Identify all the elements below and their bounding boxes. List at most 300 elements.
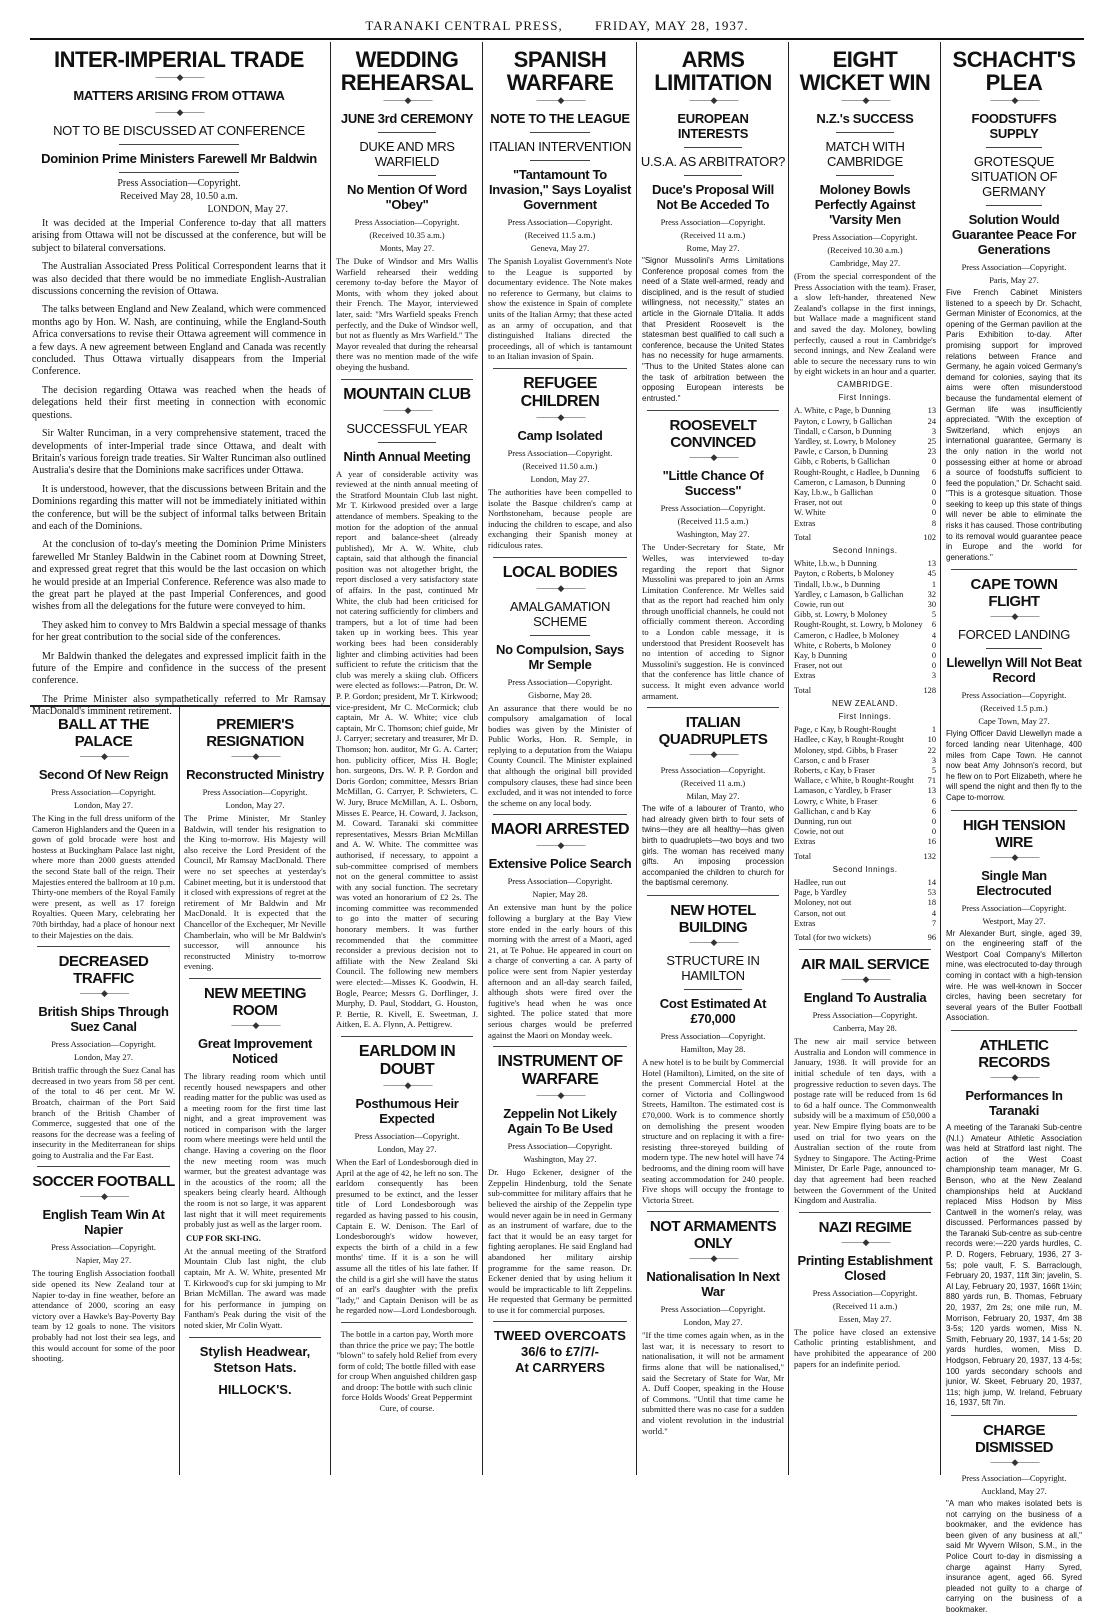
score-row bbox=[794, 559, 936, 569]
score-rows bbox=[794, 878, 936, 929]
credit: Press Association—Copyright. bbox=[660, 1030, 766, 1041]
subheadline: "Little Chance Of Success" bbox=[662, 468, 764, 499]
ad-line: 36/6 to £7/7/- bbox=[520, 1344, 600, 1360]
batsman: Gibb, c Roberts, b Gallichan bbox=[794, 457, 890, 467]
rule bbox=[189, 978, 320, 979]
subheadline: England To Australia bbox=[803, 990, 927, 1006]
runs: 7 bbox=[931, 918, 936, 928]
paragraph: The decision regarding Ottawa was reached when the heads of delegations held their first meeting in connection with economic questions. bbox=[32, 384, 326, 421]
article-body: The Under-Secretary for State, Mr Welles, was interviewed to-day regarding the report that Signor Mussolini was prepared to join an Arms Limitation Conference. Mr Welles said that as the report had reached him only through unofficial channels, he could not officially comment thereon. According to a London cable message, it is understood that President Roosevelt has no intention of acceding to Signor Mussolini's suggestion. He is convinced that the conference has little chance of success. It might even advance world armament. bbox=[642, 542, 784, 701]
dateline: LONDON, May 27. bbox=[207, 204, 288, 215]
credit: Press Association—Copyright. bbox=[961, 690, 1067, 701]
subheadline: Duce's Proposal Will Not Be Acceded To bbox=[652, 182, 774, 212]
batsman: Cameron, c Hadlee, b Moloney bbox=[794, 630, 900, 640]
rule bbox=[341, 379, 472, 380]
ornament bbox=[334, 1081, 480, 1090]
score-row bbox=[794, 641, 936, 651]
column-divider bbox=[940, 42, 941, 1475]
dateline: Napier, May 27. bbox=[75, 1255, 132, 1266]
batsman: White, l.b.w., b Dunning bbox=[794, 559, 877, 569]
score-row bbox=[794, 919, 936, 929]
ornament bbox=[30, 989, 177, 998]
headline: CHARGE DISMISSED bbox=[974, 1421, 1053, 1456]
subheadline: NOT TO BE DISCUSSED AT CONFERENCE bbox=[53, 123, 305, 138]
ornament bbox=[486, 584, 634, 593]
runs: 3 bbox=[931, 755, 936, 765]
runs: 5 bbox=[931, 610, 936, 620]
ornament bbox=[486, 96, 634, 105]
rule bbox=[530, 635, 589, 636]
article-body: The library reading room which until recently housed newspapers and other reading matter for the public was used as a meeting room for the first time last night, and a great improvement was noticed in comparison with the larger room where meetings were held until the change. Having a covering on the floor the new meeting room was much warmer, but the greatest advantage was in the acoustics of the room; all the speakers being clearly heard. Although the room is not so large, it was apparent last night that it will meet requirements probably just as well as the larger room. bbox=[184, 1070, 326, 1230]
article-body: British traffic through the Suez Canal has decreased in two years from 58 per cent. of the total to 46 per cent. Mr W. Broatch, chairman of the Port Said branch of the British Chamber of Commerce, suggested that one of the reasons for the decrease was a feeling of insecurity in the Mediterranean for ships going to Australia and the Far East. bbox=[32, 1065, 175, 1160]
score-row bbox=[794, 427, 936, 437]
subheadline: ITALIAN INTERVENTION bbox=[488, 139, 632, 154]
batsman: Extras bbox=[794, 671, 816, 681]
score-row bbox=[794, 631, 936, 641]
headline: SOCCER FOOTBALL bbox=[32, 1173, 175, 1191]
score-total: Total 128 bbox=[794, 685, 936, 695]
score-row bbox=[794, 468, 936, 478]
subheadline: FORCED LANDING bbox=[957, 627, 1071, 643]
dateline: Washington, May 27. bbox=[676, 529, 750, 540]
headline: MAORI ARRESTED bbox=[490, 821, 630, 839]
headline: WEDDING REHEARSAL bbox=[340, 47, 474, 95]
runs: 25 bbox=[927, 436, 936, 446]
masthead-rule bbox=[30, 38, 1084, 40]
ornament bbox=[640, 938, 786, 947]
column-divider bbox=[330, 42, 331, 1475]
dateline: Canberra, May 28. bbox=[833, 1023, 897, 1034]
ornament bbox=[30, 1192, 177, 1201]
score-row bbox=[794, 661, 936, 671]
subheadline: Moloney Bowls Perfectly Against 'Varsity Men bbox=[814, 182, 916, 227]
subheadline: GROTESQUE SITUATION OF GERMANY bbox=[970, 154, 1058, 199]
rule bbox=[647, 707, 778, 708]
column-1a bbox=[30, 710, 177, 1475]
credit: Press Association—Copyright. bbox=[660, 765, 766, 776]
rule bbox=[684, 147, 742, 148]
subheadline: Ninth Annual Meeting bbox=[343, 448, 471, 464]
article-body: When the Earl of Londesborough died in April at the age of 42, he left no son. The earldom consequently has been presumed to be extinct, and the lesser title of Lord Londesborough was regarded as having passed to his cousin, Captain E. W. Denison. The Earl of Londesborough's widow however, expects the birth of a child in a few months' time. If it is a son he will assume all the titles of his late father. If the child is a girl she will have the status of an earl's daughter with the prefix "lady," and Captain Denison will be as he regarded now—Lord Londesborough. bbox=[336, 1157, 478, 1316]
rule bbox=[119, 172, 238, 173]
ornament bbox=[944, 1073, 1084, 1082]
runs: 3 bbox=[931, 426, 936, 436]
ornament bbox=[792, 96, 938, 105]
rule bbox=[341, 1322, 472, 1323]
score-rows bbox=[794, 406, 936, 528]
article-body: The touring English Association football side opened its New Zealand tour at Napier to-day in fine weather, before an attendance of 2000, scoring an easy victory over a Hawke's Bay-Poverty Bay team by 12 goals to none. The visitors probably had not lost their sea legs, and this would account for some of the poor shooting. bbox=[32, 1268, 175, 1364]
ornament bbox=[486, 1091, 634, 1100]
batsman: W. White bbox=[794, 508, 826, 518]
batsman: Kay, l.b.w., b Gallichan bbox=[794, 487, 873, 497]
rule bbox=[799, 1212, 930, 1213]
ornament bbox=[640, 453, 786, 462]
article-body: The new air mail service between Australia and London will commence in January, 1938. It will provide for an initial schedule of ten days, with a progressive reduction to seven days. The postage rate will be reduced from 1s 6d to 6d a half ounce. The Commonwealth subsidy will be a maximum of £50,000 a year. New Empire flying boats are to be used on trial for two years on the Australian section of the route from Sydney to Singapore. The Acting-Prime Minister, Dr Earle Page, announced to-day that agreement had been reached between the Government of the United Kingdom and Australia. bbox=[794, 1036, 936, 1206]
score-row bbox=[794, 580, 936, 590]
received: (Received 11 a.m.) bbox=[832, 1300, 898, 1311]
headline: REFUGEE CHILDREN bbox=[520, 374, 600, 410]
rule bbox=[647, 410, 778, 411]
innings-title: Second Innings. bbox=[832, 545, 898, 555]
score-row bbox=[794, 519, 936, 529]
headline: HIGH TENSION WIRE bbox=[962, 816, 1066, 851]
received: (Received 11 a.m.) bbox=[680, 778, 746, 789]
score-row bbox=[794, 488, 936, 498]
article-body: The Prime Minister, Mr Stanley Baldwin, will tender his resignation to the King to-morrow. His Majesty will also receive the Lord President of the Council, Mr Ramsay MacDonald. There were no set speeches at yesterday's Cabinet meeting, but it is understood that it closed with expressions of regret at the retirement of Mr Baldwin and Mr MacDonald. It is expected that the Chancellor of the Exchequer, Mr Neville Chamberlain, who will be Mr Baldwin's successor, will announce his reconstructed Ministry to-morrow evening. bbox=[184, 813, 327, 972]
batsman: Fraser, not out bbox=[794, 661, 843, 671]
score-row bbox=[794, 478, 936, 488]
column-divider bbox=[482, 42, 483, 1475]
runs: 16 bbox=[927, 837, 936, 847]
article-body: An assurance that there would be no compulsory amalgamation of local bodies was given by the Minister of Public Works, Hon. R. Semple, in replying to a deputation from the Waiapu County Council. The Minister explained that although the original bill provided compulsory clauses, these had since been excluded, and it was not intended to force the scheme on any local body. bbox=[488, 702, 632, 808]
batsman: Lamason, c Yardley, b Fraser bbox=[794, 786, 892, 796]
credit: Press Association—Copyright. bbox=[660, 217, 766, 227]
article-body: "A man who makes isolated bets is not carrying on the business of a bookmaker, and the evidence has been given of any business at all," said Mr Wyvern Wilson, S.M., in the Police Court to-day in dismissing a charge against Harry Syred, insurance agent, aged 66. Syred pleaded not guilty to a charge of carrying on the business of a bookmaker. bbox=[946, 1498, 1082, 1614]
score-row bbox=[794, 837, 936, 847]
runs: 53 bbox=[927, 888, 936, 898]
column-3 bbox=[486, 42, 634, 1475]
batsman: Cowie, not out bbox=[794, 827, 844, 837]
runs: 0 bbox=[931, 827, 936, 837]
rule bbox=[37, 946, 169, 947]
runs: 14 bbox=[927, 878, 936, 888]
batsman: Gibb, st. Lowry, b Moloney bbox=[794, 610, 888, 620]
runs: 8 bbox=[931, 518, 936, 528]
runs: 13 bbox=[927, 559, 936, 569]
score-total: Total 132 bbox=[794, 851, 936, 861]
column-1b bbox=[182, 710, 328, 1475]
rule bbox=[37, 1166, 169, 1167]
ornament bbox=[944, 853, 1084, 862]
batsman: Tindall, l.b.w., b Dunning bbox=[794, 579, 881, 589]
dateline: Auckland, May 27. bbox=[981, 1485, 1047, 1496]
batsman: Extras bbox=[794, 837, 816, 847]
article-body: A year of considerable activity was reviewed at the ninth annual meeting of the Stratford Mountain Club last night. Mr T. Kirkwood presided over a large attendance of members. Speaking to the motion for the adoption of the annual report and balance-sheet (already published), Mr A. W. White, club captain, said that although the financial position was not altogether bright, the report disclosed a very satisfactory state of affairs. In the past, continued Mr White, the club had been criticised for not catering sufficiently for climbers and trampers, but a lot of time had been taken up in working bees. This year working bees had been considerably lighter and climbing activities had been sufficient to refute the criticism that the club was merely a skiing club. Officers were elected as follows:—Patron, Dr. W. P. P. Gordon; president, Mr T. Kirkwood; vice-president, Mr C. McCormick; club captain, Mr A. W. White; vice club captain, Mr C. Thomson; chief guide, Mr J. Carryer; secretary and treasurer, Mr D. Thomson; hon. auditor, Mr G. A. Carter; hon. publicity officer, Miss H. Bogle; hon. surgeons, Drs. W. P. P. Gordon and Doris Gordon; committee, Messrs Brian McMillan, G. Carryer, P. Schwieters, C. W. Jury, Bruce McMillan, A. L. Osborn, Misses E. Pearce, H. Coward, J. Jackson, M. Coward. Taranaki ski committee representatives, Messrs Brian McMillan and A. W. White. The committee was authorised, if necessary, to appoint a sub-committee comprised of members not on the general committee to assist with any social function. The secretary was voted an honorarium of £2 2s. The incoming committee was recommended to go into the matter of securing honorary members. It was further recommended that the committee reconsider a previous decision not to affiliate with the New Zealand Ski Council. The following new members were elected:—Misses K. Goodwin, H. Bogle, Pearce; Messrs G. Dorflinger, J. Murphy, D. Paul, Stoddart, G. Houston, P. Bertie, R. Kivell, E. Sweetman, J. Aitken, E. A. Flynn, A. Pettigrew. bbox=[336, 468, 478, 1030]
credit: Press Association—Copyright. bbox=[117, 178, 241, 189]
innings-title: First Innings. bbox=[838, 712, 892, 722]
score-row bbox=[794, 437, 936, 447]
score-row bbox=[794, 797, 936, 807]
credit: Press Association—Copyright. bbox=[507, 1141, 613, 1152]
credit: Press Association—Copyright. bbox=[354, 217, 460, 227]
team-title: NEW ZEALAND. bbox=[831, 698, 898, 708]
runs: 6 bbox=[931, 796, 936, 806]
score-row bbox=[794, 590, 936, 600]
innings-title: First Innings. bbox=[838, 393, 892, 403]
batsman: Hadlee, run out bbox=[794, 878, 846, 888]
score-row bbox=[794, 600, 936, 610]
score-row bbox=[794, 909, 936, 919]
ornament bbox=[30, 752, 177, 761]
subheadline: "Tantamount To Invasion," Says Loyalist Government bbox=[488, 167, 632, 212]
article-body: Flying Officer David Llewellyn made a forced landing near Uitenhage, 400 miles from Cape Town. He cannot now beat Amy Johnson's record, but he flew on to Port Elizabeth, where he will spend the night and then fly to the Cape to-morrow. bbox=[946, 729, 1082, 802]
subheadline: Great Improvement Noticed bbox=[197, 1035, 313, 1066]
runs: 3 bbox=[931, 671, 936, 681]
score-row bbox=[794, 406, 936, 416]
score-total: Total 102 bbox=[794, 532, 936, 542]
score-row bbox=[794, 756, 936, 766]
batsman: Hadlee, c Kay, b Rought-Rought bbox=[794, 735, 904, 745]
score-row bbox=[794, 447, 936, 457]
ornament bbox=[182, 752, 328, 761]
credit: Press Association—Copyright. bbox=[507, 217, 613, 227]
credit: Press Association—Copyright. bbox=[51, 1039, 156, 1050]
headline: NEW HOTEL BUILDING bbox=[670, 901, 756, 936]
score-row bbox=[794, 878, 936, 888]
rule bbox=[378, 175, 436, 176]
received: Received May 28, 10.50 a.m. bbox=[120, 191, 238, 202]
article-body: An extensive man hunt by the police following a burglary at the Bay View store ended in the early hours of this morning with the arrest of a Maori, aged 21, at Te Pohue. He appeared in court on a charge of converting a car. A party of police were sent from Napier yesterday afternoon and an all-day search failed, although shots were fired over the fugitive's head when he was once sighted. The police stated that more serious charges would be preferred against the Maori on Monday week. bbox=[488, 902, 632, 1040]
score-row bbox=[794, 620, 936, 630]
score-row bbox=[794, 651, 936, 661]
received: (Received 11.50 a.m.) bbox=[522, 460, 598, 471]
headline: NAZI REGIME bbox=[818, 1218, 912, 1236]
ornament bbox=[792, 1238, 938, 1247]
runs: 0 bbox=[931, 487, 936, 497]
subheadline: No Mention Of Word "Obey" bbox=[346, 182, 467, 212]
runs: 0 bbox=[931, 661, 936, 671]
credit: Press Association—Copyright. bbox=[507, 876, 613, 887]
batsman: Payton, c Lowry, b Gallichan bbox=[794, 416, 893, 426]
credit: Press Association—Copyright. bbox=[812, 1287, 918, 1298]
received: (Received 10.35 a.m.) bbox=[369, 230, 445, 240]
headline: NEW MEETING ROOM bbox=[204, 984, 306, 1019]
headline: MOUNTAIN CLUB bbox=[343, 385, 471, 403]
subheadline: English Team Win At Napier bbox=[42, 1207, 165, 1238]
batsman: Carson, c and b Fraser bbox=[794, 755, 870, 765]
ornament bbox=[640, 96, 786, 105]
runs: 13 bbox=[927, 786, 936, 796]
batsman: A. White, c Page, b Dunning bbox=[794, 406, 891, 416]
paragraph: It was decided at the Imperial Conference to-day that all matters arising from Ottawa will not be discussed at the conference, but will be subject to bilateral conversations. bbox=[32, 218, 326, 254]
rule bbox=[986, 648, 1042, 649]
article-body: The authorities have been compelled to isolate the Basque children's camp at Northstoneham, because people are inducing the children to escape, and also exchanging their Spanish money at ridiculous rates. bbox=[488, 486, 632, 550]
rule bbox=[986, 205, 1042, 206]
runs: 13 bbox=[927, 406, 936, 416]
runs: 1 bbox=[931, 725, 936, 735]
article-body: At the annual meeting of the Stratford Mountain Club last night, the club captain, Mr A. W. White, presented Mr T. Kirkwood's cup for ski jumping to Mr Brian McMillan. The award was made for his performance in jumping on Fantham's Peak during the visit of the noted skier, Mr Colin Wyatt. bbox=[184, 1245, 326, 1330]
dateline: Monts, May 27. bbox=[379, 243, 435, 253]
ornament bbox=[30, 108, 328, 117]
issue-date: FRIDAY, MAY 28, 1937. bbox=[594, 18, 749, 33]
subheadline: Solution Would Guarantee Peace For Generations bbox=[951, 212, 1077, 257]
rule bbox=[378, 442, 436, 443]
batsman: Lowry, c White, b Fraser bbox=[794, 796, 878, 806]
column-2 bbox=[334, 42, 480, 1475]
subheadline: Cost Estimated At £70,000 bbox=[659, 995, 767, 1026]
subheadline: STRUCTURE IN HAMILTON bbox=[666, 952, 760, 983]
paragraph: The Australian Associated Press Political Correspondent learns that it was also decided that there would be no immediate English-Australian discussions concerning the revision of Ottawa. bbox=[32, 261, 326, 298]
column-divider bbox=[636, 42, 637, 1475]
runs: 0 bbox=[931, 457, 936, 467]
subheadline: Single Man Electrocuted bbox=[976, 867, 1052, 898]
ad-line: At CARRYERS bbox=[515, 1360, 605, 1376]
score-row bbox=[794, 827, 936, 837]
article-body: The wife of a labourer of Tranto, who had already given birth to four sets of twins—they are all healthy—has given birth to quadruplets—two boys and two girls. The woman has received many gifts. An imposing procession accompanied the children to church for the baptismal ceremony. bbox=[642, 804, 784, 888]
subheadline: Llewellyn Will Not Beat Record bbox=[946, 655, 1082, 686]
dateline: London, May 27. bbox=[377, 1144, 437, 1154]
runs: 24 bbox=[927, 416, 936, 426]
batsman: Fraser, not out bbox=[794, 498, 843, 508]
dateline: Paris, May 27. bbox=[989, 275, 1039, 285]
credit: Press Association—Copyright. bbox=[51, 1242, 156, 1253]
subheadline: MATCH WITH CAMBRIDGE bbox=[825, 139, 905, 169]
subheadline: No Compulsion, Says Mr Semple bbox=[496, 641, 624, 672]
received: (Received 11.5 a.m.) bbox=[677, 516, 749, 527]
rule bbox=[951, 810, 1077, 811]
runs: 6 bbox=[931, 467, 936, 477]
advertisement-hillocks bbox=[182, 1344, 328, 1398]
article-body: "If the time comes again when, as in the last war, it is necessary to resort to nationalisation, it will not be armament firms alone that will be nationalised," said the Secretary of State for War, Mr A. Duff Cooper, speaking in the House of Commons. "Until that time came he submitted there was no case for a sudden and violent revolution in the industrial world." bbox=[642, 1330, 784, 1436]
batsman: Page, b Yardley bbox=[794, 888, 847, 898]
headline: BALL AT THE PALACE bbox=[58, 716, 149, 750]
credit: Press Association—Copyright. bbox=[961, 902, 1067, 913]
score-row bbox=[794, 457, 936, 467]
rule bbox=[119, 144, 238, 145]
batsman: Rought-Rought, c Hadlee, b Dunning bbox=[794, 467, 920, 477]
paper-name: TARANAKI CENTRAL PRESS, bbox=[365, 18, 563, 33]
runs: 6 bbox=[931, 806, 936, 816]
batsman: Kay, b Dunning bbox=[794, 651, 848, 661]
ornament bbox=[640, 1254, 786, 1263]
score-row bbox=[794, 807, 936, 817]
score-row bbox=[794, 817, 936, 827]
runs: 32 bbox=[927, 589, 936, 599]
score-rows bbox=[794, 725, 936, 847]
rule bbox=[647, 895, 778, 896]
article-body: (From the special correspondent of the Press Association with the team). Fraser, a slow left-hander, threatened New Zealand's collapse in the first innings, but Wallace made a magnificent stand and saved the day. Moloney, bowling perfectly, caused a rout in Cambridge's second innings, and New Zealand were able to secure the necessary runs to win by eight wickets in an hour and a quarter. bbox=[794, 271, 936, 377]
subheadline: JUNE 3rd CEREMONY bbox=[340, 111, 474, 126]
batsman: Moloney, stpd. Gibbs, b Fraser bbox=[794, 745, 898, 755]
article-body: Dr. Hugo Eckener, designer of the Zeppelin Hindenburg, told the Senate sub-committee for military affairs that he believed the airship of the Zeppelin type would never again be in need in Germany as an instrument of warfare, due to the fact that it would be an easy target for fighting aeroplanes. He said England had abandoned her military airship programme for the same reason. Dr. Eckener denied that by using helium it would be impracticable to lift Zeppelins. He requested that Germany be permitted to use it for commercial purposes. bbox=[488, 1167, 632, 1315]
received: (Received 10.30 a.m.) bbox=[827, 245, 903, 255]
rule bbox=[189, 1337, 320, 1338]
rule bbox=[493, 368, 626, 369]
dateline: Geneva, May 27. bbox=[530, 243, 590, 253]
rule bbox=[493, 814, 626, 815]
runs: 23 bbox=[927, 447, 936, 457]
ad-line: Stetson Hats. bbox=[213, 1359, 297, 1375]
subheadline: Extensive Police Search bbox=[488, 856, 632, 872]
subheadline: Dominion Prime Ministers Farewell Mr Baldwin bbox=[41, 151, 317, 166]
runs: 0 bbox=[931, 817, 936, 827]
score-row bbox=[794, 498, 936, 508]
score-row bbox=[794, 888, 936, 898]
batsman: Gallichan, c and b Kay bbox=[794, 806, 871, 816]
batsman: Tindall, c Carson, b Dunning bbox=[794, 426, 892, 436]
article-body bbox=[32, 218, 326, 719]
rule bbox=[493, 557, 626, 558]
rule bbox=[530, 132, 589, 133]
batsman: Payton, c Roberts, b Moloney bbox=[794, 569, 895, 579]
dateline: Westport, May 27. bbox=[982, 915, 1046, 926]
scorecard-cambridge bbox=[794, 380, 936, 696]
rule bbox=[799, 949, 930, 950]
batsman: Yardley, c Lamason, b Gallichan bbox=[794, 589, 904, 599]
ornament bbox=[640, 750, 786, 759]
runs: 30 bbox=[927, 600, 936, 609]
headline: EARLDOM IN DOUBT bbox=[358, 1043, 456, 1078]
batsman: Extras bbox=[794, 918, 816, 928]
column-divider bbox=[788, 42, 789, 1475]
batsman: Page, c Kay, b Rought-Rought bbox=[794, 725, 897, 735]
batsman: Pawle, c Carson, b Dunning bbox=[794, 447, 888, 457]
batsman: Extras bbox=[794, 518, 816, 528]
credit: Press Association—Copyright. bbox=[507, 676, 613, 687]
headline: AIR MAIL SERVICE bbox=[800, 956, 930, 974]
credit: Press Association—Copyright. bbox=[660, 503, 766, 514]
batsman: White, c Roberts, b Moloney bbox=[794, 640, 892, 650]
dateline: Hamilton, May 28. bbox=[680, 1043, 746, 1054]
score-row bbox=[794, 786, 936, 796]
rule bbox=[951, 1415, 1077, 1416]
batsman: Yardley, st. Lowry, b Moloney bbox=[794, 436, 897, 446]
headline: ROOSEVELT CONVINCED bbox=[669, 417, 757, 452]
column-4 bbox=[640, 42, 786, 1475]
subheadline: Performances In Taranaki bbox=[965, 1087, 1063, 1118]
credit: Press Association—Copyright. bbox=[507, 447, 613, 458]
score-row bbox=[794, 725, 936, 735]
received: (Received 11 a.m.) bbox=[680, 230, 746, 240]
credit: Press Association—Copyright. bbox=[961, 1472, 1067, 1483]
ornament bbox=[486, 841, 634, 850]
column-5 bbox=[792, 42, 938, 1475]
runs: 6 bbox=[931, 620, 936, 630]
runs: 0 bbox=[931, 477, 936, 487]
ornament bbox=[944, 1458, 1084, 1467]
dateline: Rome, May 27. bbox=[686, 243, 740, 253]
dateline: Essen, May 27. bbox=[838, 1313, 892, 1324]
article-body: The police have closed an extensive Catholic printing establishment, and have prohibited the appearance of 200 papers for an indefinite period. bbox=[794, 1326, 936, 1369]
subheadline: Camp Isolated bbox=[517, 427, 603, 443]
rule bbox=[341, 1036, 472, 1037]
credit: Press Association—Copyright. bbox=[51, 787, 156, 797]
runs: 18 bbox=[927, 898, 936, 908]
batsman: Wallace, c White, b Rought-Rought bbox=[794, 776, 914, 786]
headline: SPANISH WARFARE bbox=[506, 47, 614, 95]
scorecard-new-zealand bbox=[794, 699, 936, 943]
article-inter-imperial-trade bbox=[30, 42, 328, 718]
subheadline: Second Of New Reign bbox=[38, 767, 169, 782]
dateline: Cape Town, May 27. bbox=[978, 716, 1050, 727]
subheadline: SUCCESSFUL YEAR bbox=[346, 420, 468, 436]
credit: Press Association—Copyright. bbox=[961, 262, 1067, 272]
headline: ARMS LIMITATION bbox=[654, 47, 772, 95]
cup-heading: CUP FOR SKI-ING. bbox=[186, 1232, 261, 1243]
rule bbox=[493, 1321, 626, 1322]
rule bbox=[647, 1211, 778, 1212]
score-rows bbox=[794, 559, 936, 681]
batsman: Rought-Rought, st. Lowry, b Moloney bbox=[794, 620, 923, 630]
subheadline: Zeppelin Not Likely Again To Be Used bbox=[503, 1106, 617, 1137]
ad-line: HILLOCK'S. bbox=[218, 1381, 292, 1397]
ornament bbox=[334, 406, 480, 415]
ornament bbox=[944, 612, 1084, 621]
subheadline: NOTE TO THE LEAGUE bbox=[490, 111, 630, 126]
subheadline: DUKE AND MRS WARFIELD bbox=[359, 139, 455, 169]
headline: INTER-IMPERIAL TRADE bbox=[54, 47, 304, 72]
ad-line: Stylish Headwear, bbox=[199, 1343, 311, 1359]
rule bbox=[836, 132, 894, 133]
score-row bbox=[794, 508, 936, 518]
subheadline: Nationalisation In Next War bbox=[646, 1269, 780, 1300]
subheadline: MATTERS ARISING FROM OTTAWA bbox=[73, 88, 285, 103]
runs: 0 bbox=[931, 640, 936, 650]
runs: 0 bbox=[931, 508, 936, 518]
credit: Press Association—Copyright. bbox=[660, 1304, 766, 1315]
credit: Press Association—Copyright. bbox=[812, 232, 918, 242]
subheadline: U.S.A. AS ARBITRATOR? bbox=[640, 154, 786, 169]
